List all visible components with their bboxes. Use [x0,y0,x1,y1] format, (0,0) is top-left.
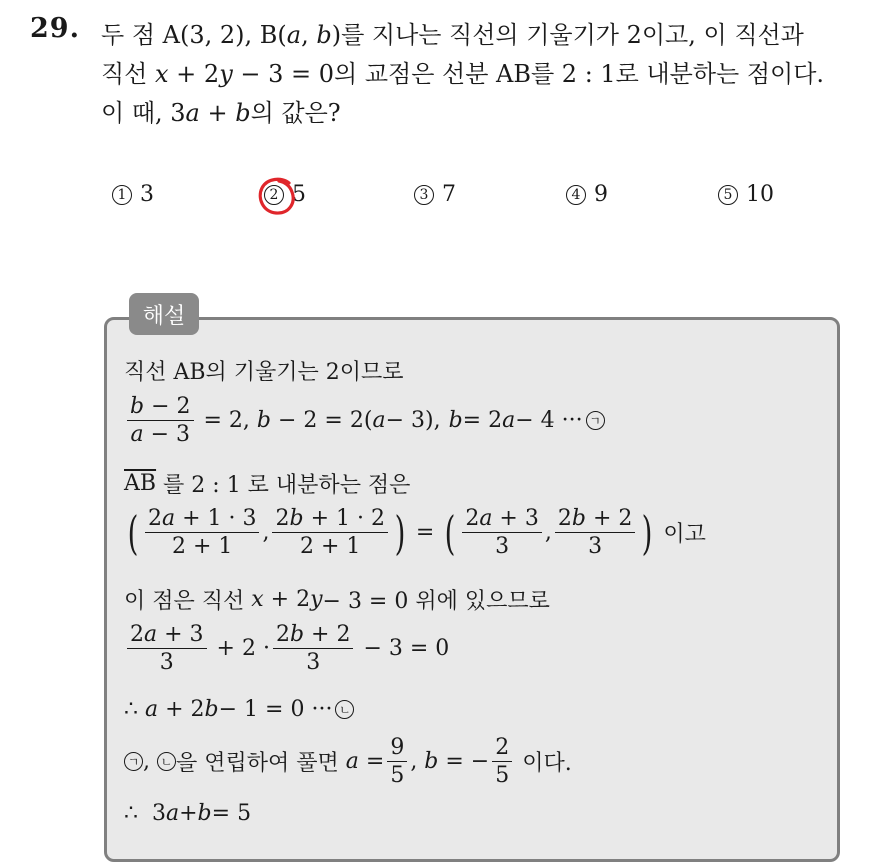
choice-marker-1: 1 [112,185,132,205]
solution-step-4: ( $\frac{2a + 1 \cdot 3}{2 + 1}$ , $\frac{2b + 1 \cdot 2}{2 + 1}$ ) = ( $\frac{2a + 3}{3}$ , $\frac{2b + 2}{3}$ ) 이고 [127,505,706,560]
choice-4[interactable] [566,182,608,207]
choice-3[interactable] [414,182,456,207]
solution-step-3: $\overline{AB}$ 를 2 : 1 로 내분하는 점은 [124,471,411,498]
answer-choices [0,182,884,212]
question-line-1: 두 점 A(3, 2), B(a, b)를 지나는 직선의 기울기가 2이고, 이 직선과 [101,21,804,49]
choice-marker-2: 2 [264,185,284,205]
choice-marker-5: 5 [718,185,738,205]
solution-step-1: 직선 AB의 기울기는 2이므로 [124,360,404,385]
solution-step-8: ㄱ , ㄴ 을 연립하여 풀면 a = $\frac{9}{5}$ , b = − $\frac{2}{5}$ 이다. [124,735,572,788]
choice-value: 3 [140,182,154,207]
solution-step-6: $\frac{2a + 3}{3}$ + 2 · $\frac{2b + 2}{3}$ − 3 = 0 [124,622,449,675]
solution-step-2: $\frac{b - 2}{a - 3}$ = 2, b − 2 = 2( a − 3), b = 2 a − 4 ··· ㄱ [124,394,605,447]
solution-tag: 해설 [129,293,199,335]
choice-value: 7 [442,182,456,207]
choice-marker-3: 3 [414,185,434,205]
choice-value: 10 [746,182,774,207]
question-line-2: 직선 x + 2y − 3 = 0의 교점은 선분 AB를 2 : 1로 내분하는 점이다. [101,60,825,88]
question-line-3: 이 때, 3a + b의 값은? [101,99,341,127]
choice-5[interactable] [718,182,774,207]
choice-value: 5 [292,182,306,207]
question-number: 29. [30,13,80,44]
choice-value: 9 [594,182,608,207]
solution-step-7: ∴ a + 2 b − 1 = 0 ··· ㄴ [124,697,354,722]
solution-step-5: 이 점은 직선 x + 2 y − 3 = 0 위에 있으므로 [124,587,550,614]
solution-step-9: ∴ 3 a + b = 5 [124,801,252,826]
choice-marker-4: 4 [566,185,586,205]
choice-2[interactable] [264,182,306,207]
choice-1[interactable] [112,182,154,207]
